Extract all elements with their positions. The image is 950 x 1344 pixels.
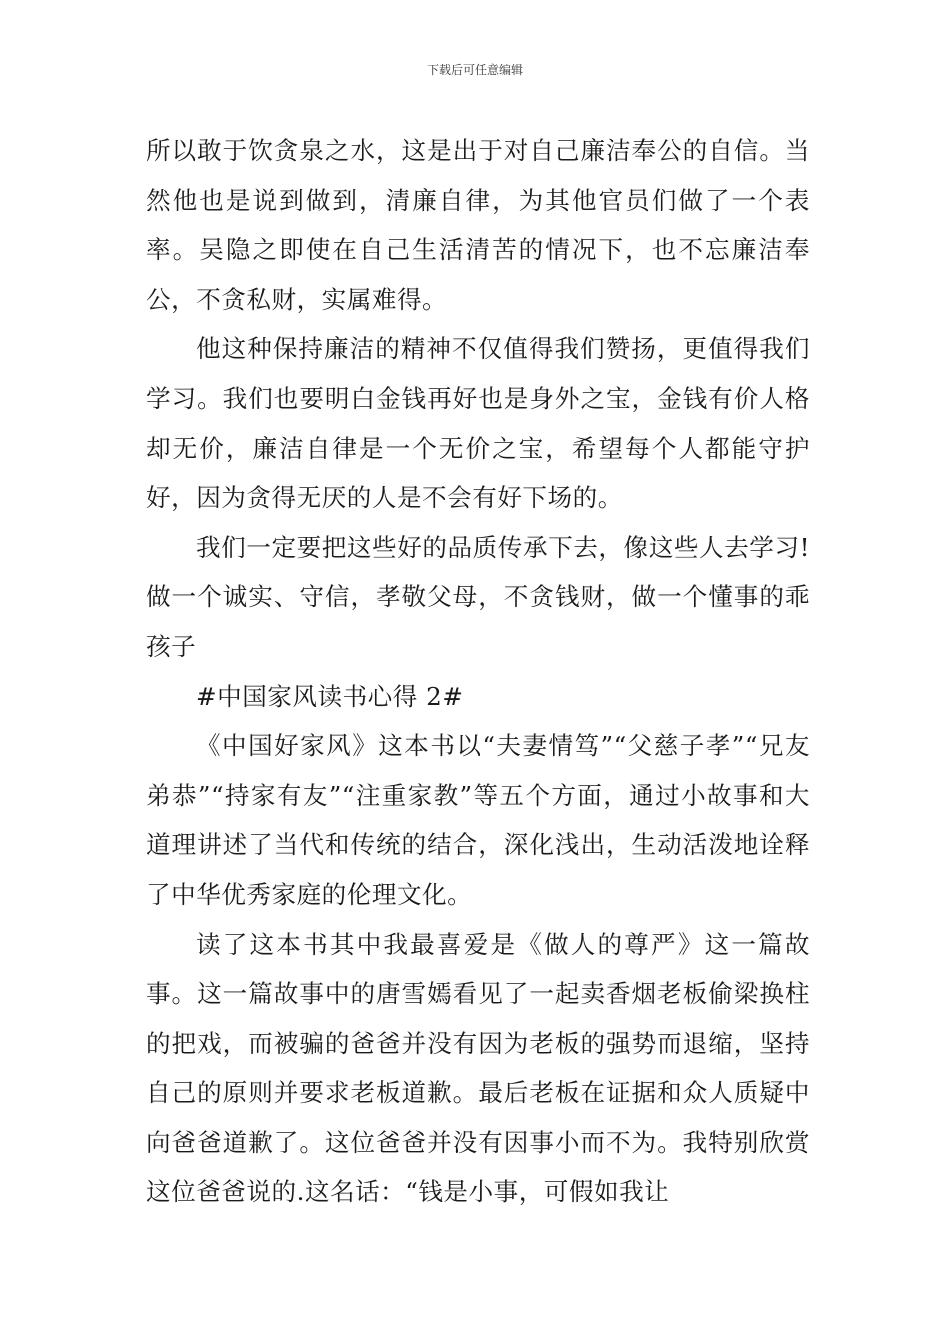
paragraph: 我们一定要把这些好的品质传承下去，像这些人去学习!做一个诚实、守信，孝敬父母，不贪钱财，做一个懂事的乖孩子 [146, 532, 810, 661]
document-body [146, 126, 810, 1217]
paragraph: 《中国好家风》这本书以“夫妻情笃”“父慈子孝”“兄友弟恭”“持家有友”“注重家教”等五个方面，通过小故事和大道理讲述了当代和传统的结合，深化浅出，生动活泼地诠释了中华优秀家庭的伦理文化。 [146, 731, 810, 909]
section-heading: #中国家风读书心得 2# [196, 681, 464, 711]
paragraph: 他这种保持廉洁的精神不仅值得我们赞扬，更值得我们学习。我们也要明白金钱再好也是身外之宝，金钱有价人格却无价，廉洁自律是一个无价之宝，希望每个人都能守护好，因为贪得无厌的人是不会有好下场的。 [146, 334, 810, 513]
page-header: 下载后可任意编辑 [426, 63, 523, 77]
paragraph: 读了这本书其中我最喜爱是《做人的尊严》这一篇故事。这一篇故事中的唐雪嫣看见了一起卖香烟老板偷梁换柱的把戏，而被骗的爸爸并没有因为老板的强势而退缩，坚持自己的原则并要求老板道歉。最后老板在证据和众人质疑中向爸爸道歉了。这位爸爸并没有因事小而不为。我特别欣赏这位爸爸说的.这名话：“钱是小事，可假如我让 [146, 929, 810, 1207]
paragraph-continued: 所以敢于饮贪泉之水，这是出于对自己廉洁奉公的自信。当然他也是说到做到，清廉自律，为其他官员们做了一个表率。吴隐之即使在自己生活清苦的情况下，也不忘廉洁奉公，不贪私财，实属难得。 [146, 136, 810, 314]
